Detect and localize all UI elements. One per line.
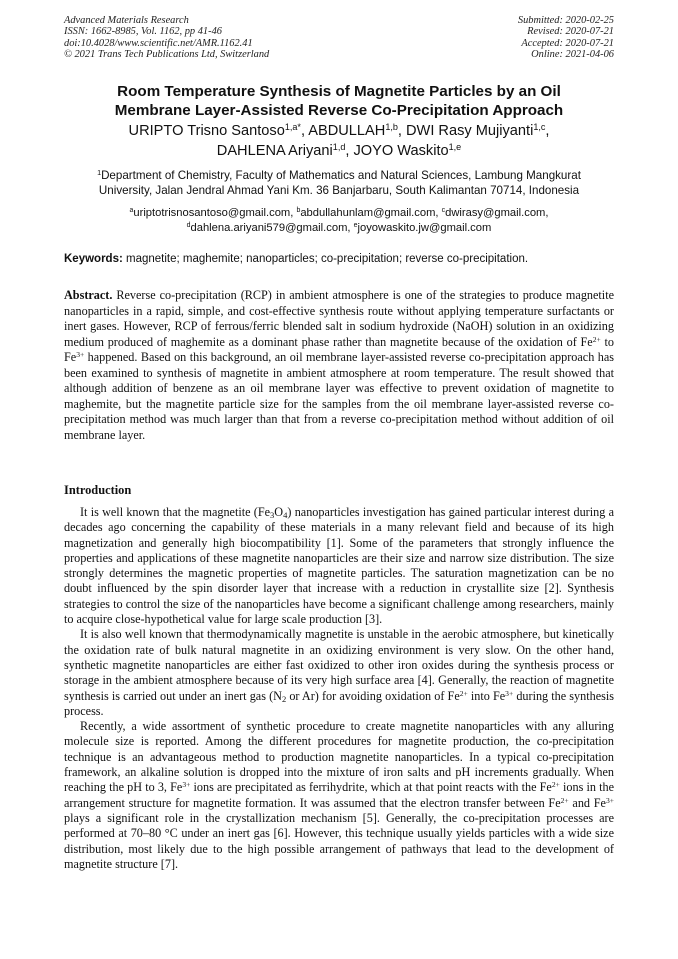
keywords-text: magnetite; maghemite; nanoparticles; co-precipitation; reverse co-precipitation. — [122, 253, 529, 265]
journal-issn: ISSN: 1662-8985, Vol. 1162, pp 41-46 — [64, 26, 222, 38]
author-affil-mark: 1,d — [332, 141, 346, 152]
email-link[interactable]: joyowaskito.jw@gmail.com — [357, 221, 492, 234]
introduction-body — [64, 505, 614, 872]
journal-copyright: © 2021 Trans Tech Publications Ltd, Switzerland — [64, 48, 270, 60]
authors-line-1: URIPTO Trisno Santoso$^{1,a*}$, ABDULLAH$^{1,b}$, DWI Rasy Mujiyanti$^{1,c}$, — [128, 122, 550, 139]
author-affil-mark: 1,e — [448, 141, 462, 152]
accepted-date: Accepted: 2020-07-21 — [521, 37, 614, 49]
author-emails: $^a$uriptotrisnosantoso@gmail.com, $^b$abdullahunlam@gmail.com, $^c$dwirasy@gmail.com, $^d$dahlena.ariyani579@gmail.com, $^e$joyowaskito.jw@gmail.com — [129, 207, 549, 234]
affiliation-line-1: Department of Chemistry, Faculty of Mathematics and Natural Sciences, Lambung Mangkurat — [101, 169, 581, 182]
journal-name: Advanced Materials Research — [64, 15, 189, 26]
authors-line-2: DAHLENA Ariyani$^{1,d}$, JOYO Waskito$^{1,e}$ — [216, 141, 462, 159]
email-link[interactable]: dahlena.ariyani579@gmail.com, — [190, 221, 354, 234]
author-affil-mark: 1,c — [533, 122, 546, 133]
author-name: JOYO Waskito — [353, 142, 449, 159]
journal-doi[interactable]: doi:10.4028/www.scientific.net/AMR.1162.41 — [64, 37, 253, 49]
email-link[interactable]: uriptotrisnosantoso@gmail.com, — [133, 207, 297, 219]
author-list — [40, 122, 638, 161]
author-affil-mark: 1,b — [385, 122, 398, 133]
keywords-label: Keywords: — [64, 253, 123, 265]
affiliation-mark: 1 — [97, 168, 102, 178]
affiliation-line-2: University, Jalan Jendral Ahmad Yani Km. 36 Banjarbaru, South Kalimantan 70714, Indonesia — [98, 184, 580, 198]
revised-date: Revised: 2020-07-21 — [527, 26, 614, 38]
author-name: DAHLENA Ariyani — [216, 142, 333, 159]
paragraph: Recently, a wide assortment of synthetic procedure to create magnetite nanoparticles with any alluring molecule size is reported. Among the different procedures for magnetite production, the co-precipitation technique is an advantageous method to production magnetite nanoparticles. In a typical co-precipitation framework, an alkaline solution is dropped into the mixture of iron salts and pH increments gradually. When reaching the pH to 3, $Fe^{3+}$ ions are precipitated as ferrihydrite, which at that point reacts with the $Fe^{2+}$ ions in the arrangement structure for magnetite formation. It was assumed that the electron transfer between $Fe^{2+}$ and $Fe^{3+}$ plays a significant role in the crystallization mechanism [5]. Generally, the co-precipitation processes are performed at 70–80 °C under an inert gas [6]. However, this technique usually yields particles with a wide size distribution, most likely due to the high possible arrangement of pathways that lead to the development of magnetite structure [7]. — [64, 719, 615, 871]
section-heading-introduction: Introduction — [64, 483, 132, 497]
paragraph: It is also well known that thermodynamically magnetite is unstable in the aerobic atmosphere, but kinetically the oxidation rate of bulk natural magnetite in an oxidizing environment is very slow. On the other hand, synthetic magnetite nanoparticles are either fast oxidized to other iron oxides during the synthesis process or storage in the ambient atmosphere because of its very high surface area [4]. Generally, the reaction of magnetite synthesis is carried out under an inert gas ($N_2$ or Ar) for avoiding oxidation of $Fe^{2+}$ into $Fe^{3+}$ during the synthesis process. — [64, 627, 614, 718]
abstract: Abstract. Reverse co-precipitation (RCP) in ambient atmosphere is one of the strategies to produce magnetite nanoparticles in a rapid, simple, and cost-effective synthesis route without applying temperature surfactants or inert gases. However, RCP of ferrous/ferric blended salt in sodium hydroxide (NaOH) solution in an oxidizing medium produced of maghemite as a dominant phase rather than magnetite because of the oxidation of $Fe^{2+}$ to $Fe^{3+}$ happened. Based on this background, an oil membrane layer-assisted reverse co-precipitation approach has been examined to synthesis of magnetite in ambient atmosphere at room temperature. The result showed that although addition of benzene as an oil membrane layer was effective to prevent oxidation of magnetite to maghemite, but the magnetite particle size for the samples from the oil membrane layer-assisted reverse co-precipitation method was much larger than that from a reverse co-precipitation method without addition of oil membrane layer. — [64, 288, 615, 442]
title-line-2: Membrane Layer-Assisted Reverse Co-Precipitation Approach — [114, 102, 564, 119]
author-name: ABDULLAH — [308, 123, 386, 139]
keywords — [64, 252, 614, 267]
title-line-1: Room Temperature Synthesis of Magnetite Particles by an Oil — [117, 83, 561, 100]
paper-title — [40, 82, 638, 120]
abstract-label: Abstract. — [64, 288, 113, 302]
email-link[interactable]: abdullahunlam@gmail.com, — [300, 207, 442, 219]
online-date: Online: 2021-04-06 — [531, 48, 614, 60]
paragraph: It is well known that the magnetite $(Fe_3O_4)$ nanoparticles investigation has gained particular interest during a decades ago concerning the capability of these materials in a many relevant field and because of its high magnetization and generally high biocompatibility [1]. Some of the parameters that strongly influence the properties and applications of these magnetite nanoparticles are their size and narrow size distribution. The size strongly determines the magnetic properties of magnetite particles. The saturation magnetization can be no doubt influenced by the spin disorder layer that increase with a reduction in crystallite size [2]. Synthesis strategies to control the size of the nanoparticles have become a significant challenge among researchers, mainly to acquire close-hypothetical value for large scale production [3]. — [64, 505, 614, 627]
author-name: URIPTO Trisno Santoso — [128, 123, 285, 139]
journal-header — [64, 15, 269, 60]
email-link[interactable]: dwirasy@gmail.com, — [445, 207, 549, 219]
author-name: DWI Rasy Mujiyanti — [406, 123, 534, 139]
affiliation — [40, 168, 638, 199]
dates-header — [518, 15, 614, 60]
submitted-date: Submitted: 2020-02-25 — [517, 15, 614, 26]
author-affil-mark: 1,a* — [284, 122, 301, 133]
